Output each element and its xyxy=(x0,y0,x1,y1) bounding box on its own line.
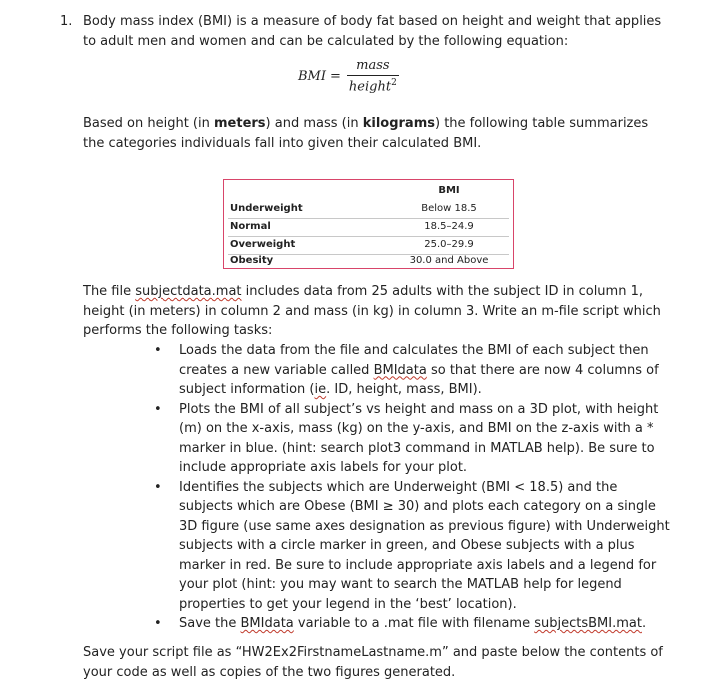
bullet-icon: • xyxy=(154,616,162,631)
bullet-icon: • xyxy=(154,401,162,417)
task-1-text-c: . ID, height, mass, BMI). xyxy=(326,382,482,397)
table-row xyxy=(224,252,513,270)
task-4-variable: BMIdata xyxy=(240,616,294,631)
list-item xyxy=(154,400,674,478)
units-kilograms: kilograms xyxy=(362,116,435,131)
table-header-bmi: BMI xyxy=(438,185,460,196)
task-2-text: Plots the BMI of all subject’s vs height and mass on a 3D plot, with height (m) on the x-axis, mass (kg) on the y-axis, and BMI on the z-axis with a * marker in blue. (hint: search plot3 command in MATLAB help). Be sure to include appropriate axis labels for your plot. xyxy=(179,401,659,475)
table-category: Overweight xyxy=(230,239,296,250)
units-paragraph xyxy=(83,114,673,153)
table-row xyxy=(224,218,513,236)
equation-exponent: 2 xyxy=(391,78,397,88)
task-4-text-b: variable to a .mat file with filename xyxy=(293,616,535,631)
task-list xyxy=(154,341,674,634)
task-3-text: Identifies the subjects which are Underweight (BMI < 18.5) and the subjects which are Obese (BMI ≥ 30) and plots each category on a single 3D figure (use same axes designation as previous figure) with Underweight subjects with a circle marker in green, and Obese subjects with a plus marker in red. Be sure to include appropriate axis labels and a legend for your plot (hint: you may want to search the MATLAB help for legend properties to get your legend in the ‘best’ location). xyxy=(179,479,670,612)
bullet-icon: • xyxy=(154,343,162,358)
units-meters: meters xyxy=(214,116,266,131)
equation-numerator: mass xyxy=(356,58,390,73)
file-text-1: The file xyxy=(83,284,136,299)
task-4-text-c: . xyxy=(641,616,647,631)
file-text-2: includes data from 25 adults with the subject ID in column 1, height (in meters) in column 2 and mass (in kg) in column 3. Write an m-file script which performs the following tasks: xyxy=(83,284,661,338)
table-header-row xyxy=(224,182,513,200)
table-range: 25.0–29.9 xyxy=(424,239,474,250)
task-1-text-a: Loads the data from the file and calculates the BMI of each subject then creates a new variable called xyxy=(179,343,649,378)
bmi-equation xyxy=(298,58,399,94)
equation-denominator: height xyxy=(348,79,392,95)
task-1-text-b: so that there are now 4 columns of subject information ( xyxy=(179,362,659,397)
table-range: Below 18.5 xyxy=(421,203,477,214)
bullet-icon: • xyxy=(154,479,162,495)
question-intro: Body mass index (BMI) is a measure of body fat based on height and weight that applies to adult men and women and can be calculated by the following equation: xyxy=(83,14,662,49)
list-item xyxy=(154,478,674,615)
task-4-filename: subjectsBMI.mat xyxy=(534,616,642,631)
list-item xyxy=(154,614,674,634)
bmi-table xyxy=(223,179,514,269)
task-1-variable: BMIdata xyxy=(373,362,427,378)
table-category: Obesity xyxy=(230,255,274,266)
task-1-ie: ie xyxy=(314,382,327,397)
equation-denominator-wrap xyxy=(347,75,399,94)
units-text-2: ) and mass (in xyxy=(265,116,363,131)
equation-fraction xyxy=(347,58,399,94)
task-4-text-a: Save the xyxy=(179,616,241,631)
question-number: 1. xyxy=(60,14,73,29)
units-text-1: Based on height (in xyxy=(83,116,214,131)
list-item xyxy=(154,341,674,400)
closing-paragraph: Save your script file as “HW2Ex2FirstnameLastname.m” and paste below the contents of your code as well as copies of the two figures generated. xyxy=(83,645,663,680)
table-row xyxy=(224,200,513,218)
table-range: 18.5–24.9 xyxy=(424,221,474,232)
data-filename: subjectdata.mat xyxy=(135,284,242,299)
file-paragraph xyxy=(83,282,673,341)
equation-lhs: BMI xyxy=(298,68,326,84)
table-category: Underweight xyxy=(230,203,303,214)
table-category: Normal xyxy=(230,221,271,232)
units-text-3: ) the following table summarizes the categories individuals fall into given their calculated BMI. xyxy=(83,116,649,151)
equation-equals: = xyxy=(330,68,341,84)
table-range: 30.0 and Above xyxy=(409,255,489,266)
